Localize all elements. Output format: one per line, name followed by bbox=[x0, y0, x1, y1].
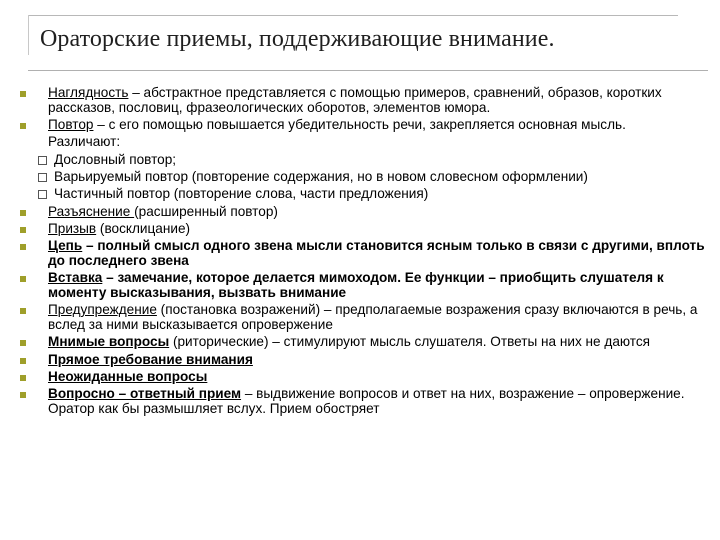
description: (восклицание) bbox=[96, 220, 191, 236]
description: – с его помощью повышается убедительность речи, закрепляется основная мысль. bbox=[93, 117, 626, 133]
hollow-square-bullet-icon bbox=[38, 173, 47, 182]
list-item-vstavka bbox=[12, 271, 712, 301]
title-underline-rule bbox=[28, 70, 708, 71]
term: Вопросно – ответный прием bbox=[48, 386, 242, 402]
list-item-razyasnenie bbox=[12, 205, 712, 220]
list-item-prizyv bbox=[12, 222, 712, 237]
list-item-voprosno-otvetny bbox=[12, 387, 712, 417]
list-item-mnimye-voprosy bbox=[12, 335, 712, 350]
square-bullet-icon bbox=[20, 244, 26, 250]
sub-item-variruemy bbox=[12, 170, 712, 185]
term: Неожиданные вопросы bbox=[48, 369, 208, 385]
title-frame-top-rule bbox=[28, 15, 678, 16]
sub-item-chastichny bbox=[12, 187, 712, 202]
term: Наглядность bbox=[48, 85, 129, 100]
list-item-neozhidannye-voprosy bbox=[12, 370, 712, 385]
square-bullet-icon bbox=[20, 358, 26, 364]
sub-item-doslovny bbox=[12, 153, 712, 168]
hollow-square-bullet-icon bbox=[38, 190, 47, 199]
description: (расширенный повтор) bbox=[134, 203, 278, 219]
term: Цепь bbox=[48, 238, 83, 254]
list-item-naglyadnost bbox=[12, 86, 712, 116]
square-bullet-icon bbox=[20, 340, 26, 346]
square-bullet-icon bbox=[20, 392, 26, 398]
title-frame-left-rule bbox=[28, 15, 29, 55]
square-bullet-icon bbox=[20, 123, 26, 129]
sub-item-text: Варьируемый повтор (повторение содержания, но в новом словесном оформлении) bbox=[54, 168, 588, 184]
square-bullet-icon bbox=[20, 227, 26, 233]
term: Призыв bbox=[48, 220, 97, 236]
description: (постановка возражений) – предполагаемые возражения сразу включаются в речь, а вслед за ними высказывается опровержение bbox=[48, 302, 698, 333]
term: Прямое требование внимания bbox=[48, 351, 253, 367]
list-item-pryamoe-trebovanie bbox=[12, 353, 712, 368]
list-item-povtor bbox=[12, 118, 712, 133]
sub-item-text: Частичный повтор (повторение слова, части предложения) bbox=[54, 186, 429, 202]
square-bullet-icon bbox=[20, 91, 26, 97]
term: Предупреждение bbox=[48, 302, 157, 318]
square-bullet-icon bbox=[20, 375, 26, 381]
description: – выдвижение вопросов и ответ на них, возражение – опровержение. Оратор как бы размышляет вслух. Прием обостряет bbox=[48, 386, 685, 417]
term: Разъяснение bbox=[48, 203, 135, 219]
term: Повтор bbox=[48, 117, 94, 133]
term: Вставка bbox=[48, 270, 103, 286]
bullet-list bbox=[12, 86, 712, 419]
list-item-tsep bbox=[12, 239, 712, 269]
square-bullet-icon bbox=[20, 210, 26, 216]
hollow-square-bullet-icon bbox=[38, 156, 47, 165]
description: – абстрактное представляется с помощью примеров, сравнений, образов, коротких рассказов, пословиц, фразеологических оборотов, элементов юмора. bbox=[48, 85, 662, 115]
term: Мнимые вопросы bbox=[48, 334, 170, 350]
description: – полный смысл одного звена мысли становится ясным только в связи с другими, вплоть до последнего звена bbox=[48, 238, 705, 268]
square-bullet-icon bbox=[20, 308, 26, 314]
sub-item-text: Дословный повтор; bbox=[54, 151, 177, 167]
description: (риторические) – стимулируют мысль слушателя. Ответы на них не даются bbox=[169, 334, 651, 350]
description: – замечание, которое делается мимоходом. Ее функции – приобщить слушателя к моменту высказывания, вызвать внимание bbox=[48, 270, 664, 301]
distinguish-label: Различают: bbox=[48, 134, 121, 150]
list-item-preduprezhdenie bbox=[12, 303, 712, 333]
slide-title: Ораторские приемы, поддерживающие внимание. bbox=[40, 26, 555, 52]
square-bullet-icon bbox=[20, 276, 26, 282]
